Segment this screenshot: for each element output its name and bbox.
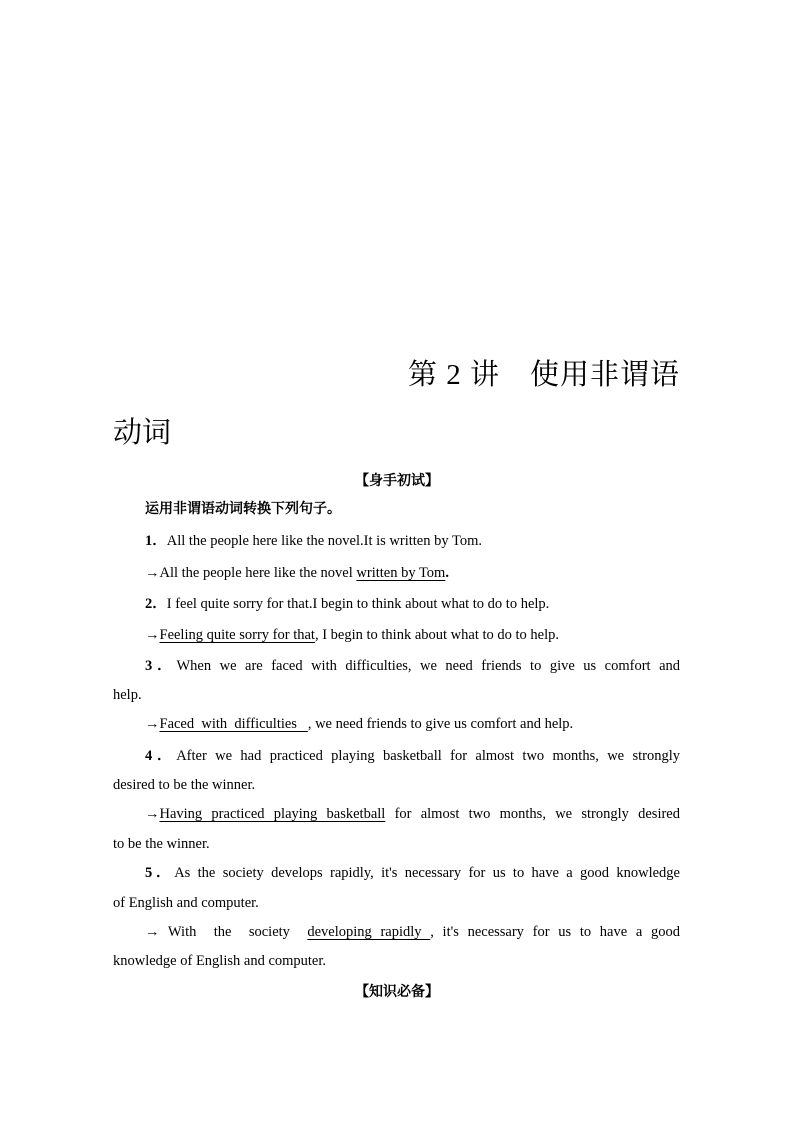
lesson-title-line-1 <box>408 352 680 393</box>
item-5-answer: developing rapidly <box>307 924 431 940</box>
arrow-icon: → <box>145 924 160 940</box>
item-3-answer: Faced with difficulties <box>159 716 308 732</box>
item-3-rewrite: →Faced with difficulties , we need friends to give us comfort and help. <box>145 716 574 732</box>
item-1-original: 1．All the people here like the novel.It is written by Tom. <box>145 533 482 549</box>
item-5-number: 5． <box>145 865 175 881</box>
item-3-original-line-1: 3．When we are faced with difficulties, we need friends to give us comfort and <box>145 658 681 674</box>
item-5-original-line-1: 5．As the society develops rapidly, it's necessary for us to have a good knowledge <box>145 865 680 881</box>
arrow-icon: → <box>145 627 160 643</box>
instruction-text: 运用非谓语动词转换下列句子。 <box>145 501 341 517</box>
item-5-rewrite-line-2: knowledge of English and computer. <box>113 953 327 969</box>
arrow-icon: → <box>145 716 160 732</box>
item-2-answer: Feeling quite sorry for that <box>159 627 315 643</box>
item-3-original-line-2: help. <box>113 687 142 703</box>
item-1-rewrite: →All the people here like the novel written by Tom. <box>145 565 449 581</box>
item-4-number: 4． <box>145 748 177 764</box>
item-5-rewrite-line-1: → With the society developing rapidly , it's necessary for us to have a good <box>145 924 680 940</box>
item-2-original: 2．I feel quite sorry for that.I begin to think about what to do to help. <box>145 596 550 612</box>
item-4-original-line-1: 4．After we had practiced playing basketball for almost two months, we strongly <box>145 748 680 764</box>
arrow-icon: → <box>145 565 160 581</box>
item-4-rewrite-line-2: to be the winner. <box>113 836 210 852</box>
item-1-number: 1． <box>145 533 167 549</box>
item-4-original-line-2: desired to be the winner. <box>113 777 256 793</box>
item-4-rewrite-line-1: →Having practiced playing basketball for almost two months, we strongly desired <box>145 806 680 822</box>
lesson-number: 第 2 讲 <box>407 359 500 391</box>
item-4-answer: Having practiced playing basketball <box>159 806 386 822</box>
lesson-title-line-2: 动词 <box>113 417 172 449</box>
section-header-practice: 【身手初试】 <box>355 473 439 489</box>
arrow-icon: → <box>145 806 160 822</box>
item-3-number: 3． <box>145 658 177 674</box>
lesson-topic-start: 使用非谓语 <box>529 359 680 391</box>
item-1-answer: written by Tom <box>356 565 446 581</box>
section-header-knowledge: 【知识必备】 <box>355 984 439 1000</box>
item-2-number: 2． <box>145 596 167 612</box>
item-2-rewrite: →Feeling quite sorry for that, I begin to think about what to do to help. <box>145 627 559 643</box>
item-5-original-line-2: of English and computer. <box>113 895 259 911</box>
